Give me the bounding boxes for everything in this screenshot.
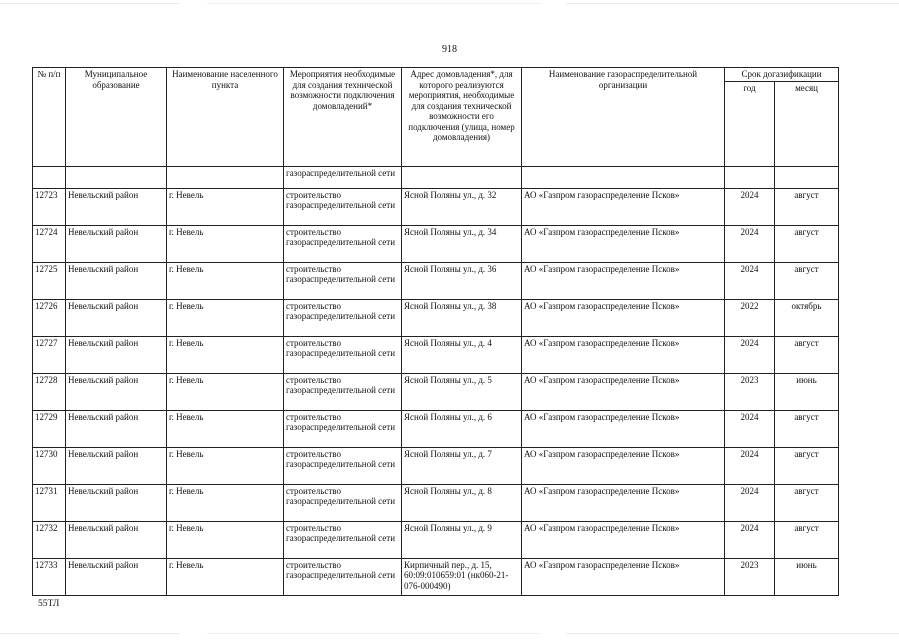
cell-num: 12728 bbox=[33, 373, 66, 410]
cell-organization: АО «Газпром газораспределение Псков» bbox=[522, 447, 725, 484]
cell-measure: строительство газораспределительной сети bbox=[284, 336, 402, 373]
cell-organization: АО «Газпром газораспределение Псков» bbox=[522, 521, 725, 558]
cell-organization bbox=[522, 166, 725, 188]
cell-year: 2024 bbox=[725, 225, 775, 262]
cell-organization: АО «Газпром газораспределение Псков» bbox=[522, 299, 725, 336]
cell-address: Ясной Поляны ул., д. 38 bbox=[402, 299, 522, 336]
cell-organization: АО «Газпром газораспределение Псков» bbox=[522, 225, 725, 262]
cell-year: 2024 bbox=[725, 188, 775, 225]
cell-municipality: Невельский район bbox=[66, 225, 167, 262]
cell-measure: строительство газораспределительной сети bbox=[284, 188, 402, 225]
cell-settlement: г. Невель bbox=[167, 225, 284, 262]
cell-year: 2023 bbox=[725, 373, 775, 410]
table-row bbox=[33, 447, 839, 484]
cell-address: Ясной Поляны ул., д. 34 bbox=[402, 225, 522, 262]
cell-organization: АО «Газпром газораспределение Псков» bbox=[522, 373, 725, 410]
cell-organization: АО «Газпром газораспределение Псков» bbox=[522, 410, 725, 447]
cell-month: август bbox=[775, 447, 839, 484]
cell-address: Кирпичный пер., д. 15, 60:09:010659:01 (нк060-21-076-000490) bbox=[402, 558, 522, 595]
cell-num: 12732 bbox=[33, 521, 66, 558]
cell-address: Ясной Поляны ул., д. 7 bbox=[402, 447, 522, 484]
cell-year: 2024 bbox=[725, 521, 775, 558]
cell-year: 2024 bbox=[725, 447, 775, 484]
cell-month: июнь bbox=[775, 558, 839, 595]
cell-month: август bbox=[775, 521, 839, 558]
cell-address: Ясной Поляны ул., д. 32 bbox=[402, 188, 522, 225]
cell-organization: АО «Газпром газораспределение Псков» bbox=[522, 558, 725, 595]
cell-address: Ясной Поляны ул., д. 4 bbox=[402, 336, 522, 373]
cell-year: 2024 bbox=[725, 336, 775, 373]
header-num: № п/п bbox=[33, 68, 66, 167]
cell-year: 2023 bbox=[725, 558, 775, 595]
table-row bbox=[33, 336, 839, 373]
cell-month: июнь bbox=[775, 373, 839, 410]
cell-settlement: г. Невель bbox=[167, 410, 284, 447]
cell-measure: газораспределительной сети bbox=[284, 166, 402, 188]
cell-year: 2024 bbox=[725, 484, 775, 521]
cell-settlement: г. Невель bbox=[167, 447, 284, 484]
scan-artifact-bottom bbox=[0, 633, 899, 634]
cell-num: 12724 bbox=[33, 225, 66, 262]
cell-measure: строительство газораспределительной сети bbox=[284, 373, 402, 410]
cell-month: август bbox=[775, 484, 839, 521]
cell-settlement: г. Невель bbox=[167, 336, 284, 373]
header-address: Адрес домовладения*, для которого реализуются мероприятия, необходимые для создания технической возможности его подключения (улица, номер домовладения) bbox=[402, 68, 522, 167]
cell-year: 2022 bbox=[725, 299, 775, 336]
table-row bbox=[33, 558, 839, 595]
table-row bbox=[33, 225, 839, 262]
cell-num: 12729 bbox=[33, 410, 66, 447]
header-measures: Мероприятия необходимые для создания технической возможности подключения домовладений* bbox=[284, 68, 402, 167]
cell-organization: АО «Газпром газораспределение Псков» bbox=[522, 262, 725, 299]
cell-settlement: г. Невель bbox=[167, 188, 284, 225]
cell-month: август bbox=[775, 188, 839, 225]
cell-municipality: Невельский район bbox=[66, 558, 167, 595]
table-row bbox=[33, 521, 839, 558]
table-row bbox=[33, 484, 839, 521]
cell-settlement: г. Невель bbox=[167, 262, 284, 299]
table-row bbox=[33, 188, 839, 225]
table-body bbox=[33, 166, 839, 595]
cell-municipality: Невельский район bbox=[66, 373, 167, 410]
cell-num bbox=[33, 166, 66, 188]
cell-num: 12723 bbox=[33, 188, 66, 225]
cell-measure: строительство газораспределительной сети bbox=[284, 299, 402, 336]
table-row bbox=[33, 299, 839, 336]
cell-measure: строительство газораспределительной сети bbox=[284, 410, 402, 447]
cell-month: август bbox=[775, 262, 839, 299]
cell-num: 12726 bbox=[33, 299, 66, 336]
cell-municipality: Невельский район bbox=[66, 188, 167, 225]
cell-municipality: Невельский район bbox=[66, 299, 167, 336]
cell-municipality: Невельский район bbox=[66, 521, 167, 558]
cell-year: 2024 bbox=[725, 262, 775, 299]
cell-month: август bbox=[775, 225, 839, 262]
footer-code: 55ТЛ bbox=[38, 599, 60, 609]
scan-artifact-top bbox=[0, 3, 899, 4]
cell-settlement: г. Невель bbox=[167, 558, 284, 595]
cell-settlement: г. Невель bbox=[167, 521, 284, 558]
cell-measure: строительство газораспределительной сети bbox=[284, 484, 402, 521]
cell-municipality: Невельский район bbox=[66, 447, 167, 484]
header-month: месяц bbox=[775, 81, 839, 166]
cell-month: август bbox=[775, 410, 839, 447]
cell-organization: АО «Газпром газораспределение Псков» bbox=[522, 484, 725, 521]
cell-year: 2024 bbox=[725, 410, 775, 447]
header-municipality: Муниципальное образование bbox=[66, 68, 167, 167]
cell-measure: строительство газораспределительной сети bbox=[284, 262, 402, 299]
cell-municipality bbox=[66, 166, 167, 188]
cell-num: 12725 bbox=[33, 262, 66, 299]
cell-address: Ясной Поляны ул., д. 8 bbox=[402, 484, 522, 521]
cell-municipality: Невельский район bbox=[66, 336, 167, 373]
cell-measure: строительство газораспределительной сети bbox=[284, 558, 402, 595]
cell-num: 12731 bbox=[33, 484, 66, 521]
cell-measure: строительство газораспределительной сети bbox=[284, 225, 402, 262]
cell-settlement: г. Невель bbox=[167, 373, 284, 410]
cell-organization: АО «Газпром газораспределение Псков» bbox=[522, 336, 725, 373]
cell-month bbox=[775, 166, 839, 188]
header-deadline: Срок догазификации bbox=[725, 68, 839, 82]
header-year: год bbox=[725, 81, 775, 166]
table-row bbox=[33, 262, 839, 299]
header-organization: Наименование газораспределительной организации bbox=[522, 68, 725, 167]
cell-municipality: Невельский район bbox=[66, 484, 167, 521]
cell-municipality: Невельский район bbox=[66, 262, 167, 299]
continuation-row bbox=[33, 166, 839, 188]
cell-municipality: Невельский район bbox=[66, 410, 167, 447]
cell-organization: АО «Газпром газораспределение Псков» bbox=[522, 188, 725, 225]
page-number: 918 bbox=[442, 44, 457, 55]
cell-measure: строительство газораспределительной сети bbox=[284, 521, 402, 558]
cell-address: Ясной Поляны ул., д. 5 bbox=[402, 373, 522, 410]
cell-address: Ясной Поляны ул., д. 36 bbox=[402, 262, 522, 299]
table-row bbox=[33, 410, 839, 447]
cell-num: 12733 bbox=[33, 558, 66, 595]
cell-address: Ясной Поляны ул., д. 6 bbox=[402, 410, 522, 447]
gasification-table bbox=[32, 67, 839, 596]
cell-settlement: г. Невель bbox=[167, 484, 284, 521]
cell-address: Ясной Поляны ул., д. 9 bbox=[402, 521, 522, 558]
table-row bbox=[33, 373, 839, 410]
cell-settlement: г. Невель bbox=[167, 299, 284, 336]
header-settlement: Наименование населенного пункта bbox=[167, 68, 284, 167]
cell-month: октябрь bbox=[775, 299, 839, 336]
cell-year bbox=[725, 166, 775, 188]
cell-address bbox=[402, 166, 522, 188]
cell-measure: строительство газораспределительной сети bbox=[284, 447, 402, 484]
cell-month: август bbox=[775, 336, 839, 373]
cell-settlement bbox=[167, 166, 284, 188]
cell-num: 12730 bbox=[33, 447, 66, 484]
cell-num: 12727 bbox=[33, 336, 66, 373]
